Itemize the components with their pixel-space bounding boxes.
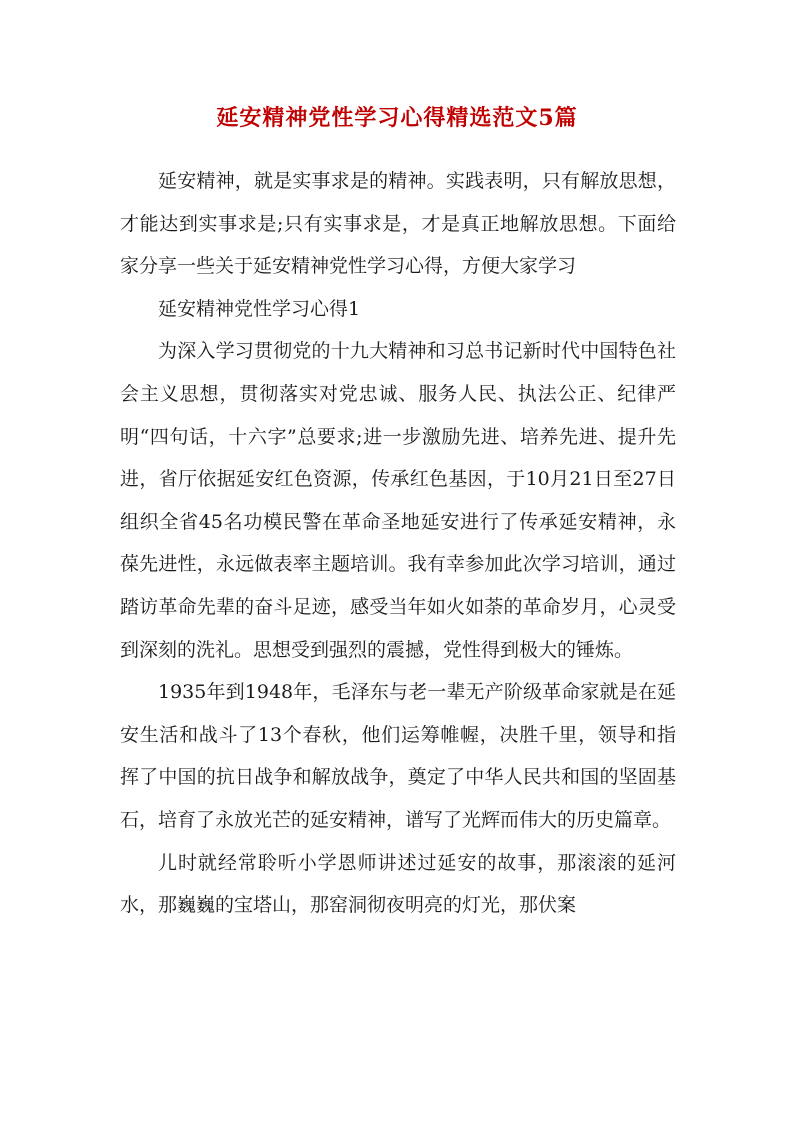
intro-paragraph: 延安精神，就是实事求是的精神。实践表明，只有解放思想，才能达到实事求是;只有实事求是，才是真正地解放思想。下面给家分享一些关于延安精神党性学习心得，方便大家学习 (120, 170, 676, 278)
body-paragraph: 儿时就经常聆听小学恩师讲述过延安的故事，那滚滚的延河水，那巍巍的宝塔山，那窑洞彻夜明亮的灯光，那伏案 (120, 851, 676, 917)
body-paragraph: 为深入学习贯彻党的十九大精神和习总书记新时代中国特色社会主义思想，贯彻落实对党忠诚、服务人民、执法公正、纪律严明“四句话，十六字”总要求;进一步激励先进、培养先进、提升先进，省厅依据延安红色资源，传承红色基因，于10月21日至27日组织全省45名功模民警在革命圣地延安进行了传承延安精神，永葆先进性，永远做表率主题培训。我有幸参加此次学习培训，通过踏访革命先辈的奋斗足迹，感受当年如火如荼的革命岁月，心灵受到深刻的洗礼。思想受到强烈的震撼，党性得到极大的锤炼。 (120, 340, 676, 661)
document-body (120, 160, 676, 927)
body-paragraph: 1935年到1948年，毛泽东与老一辈无产阶级革命家就是在延安生活和战斗了13个春秋，他们运筹帷幄，决胜千里，领导和指挥了中国的抗日战争和解放战争，奠定了中华人民共和国的坚固基石，培育了永放光芒的延安精神，谱写了光辉而伟大的历史篇章。 (120, 681, 676, 831)
section-heading: 延安精神党性学习心得1 (158, 297, 361, 320)
document-title: 延安精神党性学习心得精选范文5篇 (216, 105, 578, 131)
